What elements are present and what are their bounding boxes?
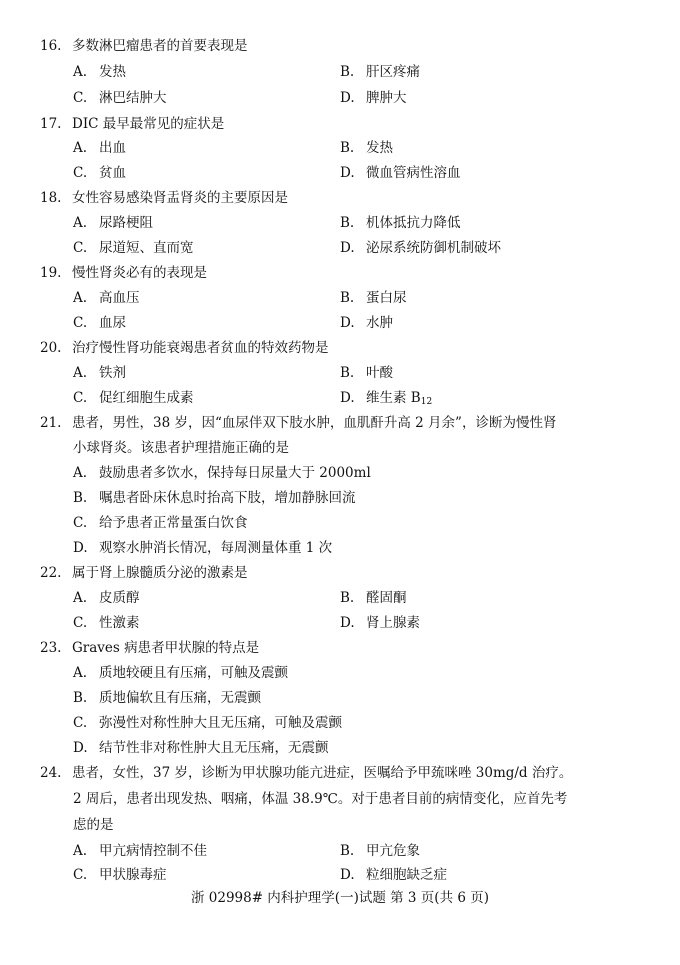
question-24 xyxy=(40,764,660,782)
question-stem: 女性容易感染肾盂肾炎的主要原因是 xyxy=(72,190,288,206)
option-21-d: D. 观察水肿消长情况，每周测量体重 1 次 xyxy=(73,540,333,556)
question-stem: 患者，男性，38 岁，因“血尿伴双下肢水肿，血肌酐升高 2 月余”，诊断为慢性肾 xyxy=(72,415,557,431)
option-21-b: B. 嘱患者卧床休息时抬高下肢，增加静脉回流 xyxy=(73,490,356,506)
option-22-a: A. 皮质醇 xyxy=(73,590,140,606)
question-number: 17. xyxy=(40,116,62,132)
option-24-d: D. 粒细胞缺乏症 xyxy=(340,867,447,883)
option-23-a: A. 质地较硬且有压痛，可触及震颤 xyxy=(73,665,288,681)
option-18-c: C. 尿道短、直而宽 xyxy=(73,240,194,256)
option-20-d: D. 维生素 $B_{12}$ xyxy=(340,390,433,407)
option-21-c: C. 给予患者正常量蛋白饮食 xyxy=(73,515,248,531)
option-17-a: A. 出血 xyxy=(73,140,126,156)
question-number: 19. xyxy=(40,265,62,281)
option-18-b: B. 机体抵抗力降低 xyxy=(340,215,461,231)
question-number: 21. xyxy=(40,415,62,431)
question-20 xyxy=(40,339,660,357)
option-20-a: A. 铁剂 xyxy=(73,365,126,381)
option-20-c: C. 促红细胞生成素 xyxy=(73,390,194,406)
question-stem: 属于肾上腺髓质分泌的激素是 xyxy=(72,565,248,581)
option-24-a: A. 甲亢病情控制不佳 xyxy=(73,843,207,859)
option-23-b: B. 质地偏软且有压痛，无震颤 xyxy=(73,690,261,706)
option-24-c: C. 甲状腺毒症 xyxy=(73,867,167,883)
question-stem-continued: 2 周后，患者出现发热、咽痛，体温 38.9℃。对于患者目前的病情变化，应首先考 xyxy=(73,791,568,807)
option-23-c: C. 弥漫性对称性肿大且无压痛，可触及震颤 xyxy=(73,715,342,731)
question-number: 20. xyxy=(40,340,62,356)
option-16-a: A. 发热 xyxy=(73,64,126,80)
question-stem: Graves 病患者甲状腺的特点是 xyxy=(72,640,260,656)
option-18-a: A. 尿路梗阻 xyxy=(73,215,153,231)
option-16-b: B. 肝区疼痛 xyxy=(340,64,420,80)
question-18 xyxy=(40,189,660,207)
question-number: 22. xyxy=(40,565,62,581)
question-number: 24. xyxy=(40,765,62,781)
question-stem-continued-2: 虑的是 xyxy=(73,817,114,833)
option-19-b: B. 蛋白尿 xyxy=(340,290,407,306)
option-18-d: D. 泌尿系统防御机制破坏 xyxy=(340,240,501,256)
question-stem: 患者，女性，37 岁，诊断为甲状腺功能亢进症，医嘱给予甲巯咪唑 30mg/d 治疗。 xyxy=(72,765,573,781)
option-22-b: B. 醛固酮 xyxy=(340,590,407,606)
option-19-d: D. 水肿 xyxy=(340,315,393,331)
option-17-c: C. 贫血 xyxy=(73,165,126,181)
question-stem: 慢性肾炎必有的表现是 xyxy=(72,265,207,281)
question-21 xyxy=(40,414,660,432)
option-17-b: B. 发热 xyxy=(340,140,393,156)
question-17 xyxy=(40,115,660,133)
option-16-c: C. 淋巴结肿大 xyxy=(73,90,167,106)
option-17-d: D. 微血管病性溶血 xyxy=(340,165,461,181)
question-19 xyxy=(40,264,660,282)
question-23 xyxy=(40,639,660,657)
page-footer: 浙 02998# 内科护理学(一)试题 第 3 页(共 6 页) xyxy=(190,890,490,906)
option-24-b: B. 甲亢危象 xyxy=(340,843,420,859)
option-22-d: D. 肾上腺素 xyxy=(340,615,420,631)
question-number: 23. xyxy=(40,640,62,656)
question-number: 18. xyxy=(40,190,62,206)
option-21-a: A. 鼓励患者多饮水，保持每日尿量大于 2000ml xyxy=(73,465,371,481)
option-23-d: D. 结节性非对称性肿大且无压痛，无震颤 xyxy=(73,740,329,756)
question-stem: 治疗慢性肾功能衰竭患者贫血的特效药物是 xyxy=(72,340,329,356)
question-stem: 多数淋巴瘤患者的首要表现是 xyxy=(72,38,248,54)
option-16-d: D. 脾肿大 xyxy=(340,90,407,106)
question-number: 16. xyxy=(40,38,62,54)
option-19-c: C. 血尿 xyxy=(73,315,126,331)
option-20-b: B. 叶酸 xyxy=(340,365,393,381)
question-22 xyxy=(40,564,660,582)
option-22-c: C. 性激素 xyxy=(73,615,140,631)
question-stem: DIC 最早最常见的症状是 xyxy=(72,116,225,132)
question-stem-continued: 小球肾炎。该患者护理措施正确的是 xyxy=(73,440,289,456)
subscript: 12 xyxy=(420,397,433,407)
question-16 xyxy=(40,37,660,55)
option-19-a: A. 高血压 xyxy=(73,290,140,306)
